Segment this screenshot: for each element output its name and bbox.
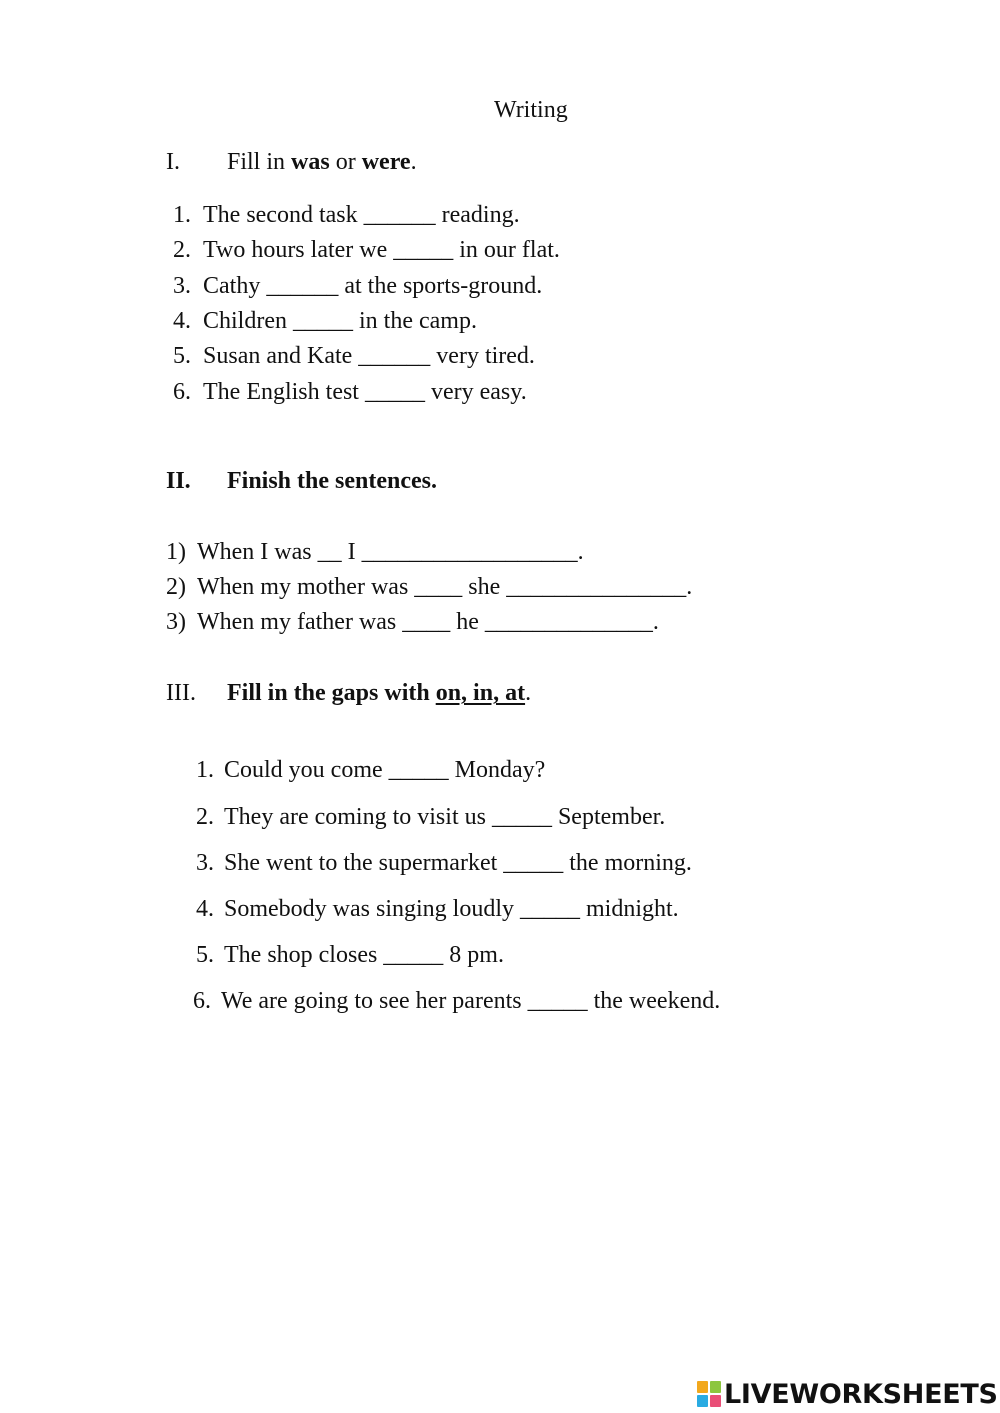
exercise-item-text: The English test _____ very easy.	[203, 379, 527, 405]
exercise-item-text: Children _____ in the camp.	[203, 308, 477, 334]
exercise-item-number: 1.	[173, 202, 191, 228]
exercise-item-number: 2.	[173, 237, 191, 263]
exercise-item-text: When my mother was ____ she _______________.	[197, 574, 693, 600]
instruction-text: .	[525, 680, 532, 706]
exercise-item-number: 4.	[173, 308, 191, 334]
logo-square-icon	[710, 1381, 721, 1393]
exercise-item-number: 6.	[173, 379, 191, 405]
instruction-text: Fill in	[227, 149, 292, 175]
logo-square-icon	[697, 1395, 708, 1407]
exercise-item-text: Somebody was singing loudly _____ midnight.	[224, 896, 679, 922]
exercise-item-number: 2.	[196, 804, 214, 830]
exercise-item-text: Could you come _____ Monday?	[224, 757, 546, 783]
instruction-keyword: on, in, at	[435, 680, 526, 706]
instruction-keyword: was	[291, 149, 330, 175]
exercise-item-text: We are going to see her parents _____ the weekend.	[221, 988, 721, 1014]
exercise-item-text: The second task ______ reading.	[203, 202, 520, 228]
section-2-number	[166, 467, 191, 495]
section-2-instruction	[227, 467, 437, 495]
exercise-item-text: Susan and Kate ______ very tired.	[203, 343, 535, 369]
logo-square-icon	[710, 1395, 721, 1407]
exercise-item-text: When I was __ I __________________.	[197, 539, 584, 565]
instruction-text: or	[329, 149, 362, 175]
instruction-text: .	[410, 149, 417, 175]
section-1-number: I.	[166, 149, 180, 175]
exercise-item-text: She went to the supermarket _____ the morning.	[224, 850, 692, 876]
exercise-item-number: 3)	[166, 609, 186, 635]
exercise-item-text: They are coming to visit us _____ September.	[224, 804, 666, 830]
logo-text: LIVEWORKSHEETS	[724, 1378, 998, 1410]
exercise-item-text: When my father was ____ he ______________.	[197, 609, 659, 635]
exercise-item-number: 1)	[166, 539, 186, 565]
instruction-text: Finish the sentences.	[227, 468, 437, 494]
liveworksheets-logo	[697, 1378, 998, 1410]
section-3-instruction	[227, 679, 531, 707]
exercise-item-number: 3.	[196, 850, 214, 876]
exercise-item-number: 5.	[173, 343, 191, 369]
section-number-text: II.	[166, 468, 191, 494]
exercise-item-number: 4.	[196, 896, 214, 922]
instruction-text: Fill in the gaps with	[227, 680, 436, 706]
exercise-item-text: The shop closes _____ 8 pm.	[224, 942, 504, 968]
instruction-keyword: were	[361, 149, 411, 175]
exercise-item-number: 3.	[173, 273, 191, 299]
exercise-item-text: Two hours later we _____ in our flat.	[203, 237, 560, 263]
exercise-item-number: 2)	[166, 574, 186, 600]
page-title: Writing	[494, 97, 568, 123]
section-3-number: III.	[166, 680, 196, 706]
exercise-item-number: 6.	[193, 988, 211, 1014]
logo-icon	[697, 1381, 721, 1407]
logo-square-icon	[697, 1381, 708, 1393]
exercise-item-text: Cathy ______ at the sports-ground.	[203, 273, 543, 299]
section-1-instruction	[227, 148, 417, 176]
exercise-item-number: 1.	[196, 757, 214, 783]
exercise-item-number: 5.	[196, 942, 214, 968]
